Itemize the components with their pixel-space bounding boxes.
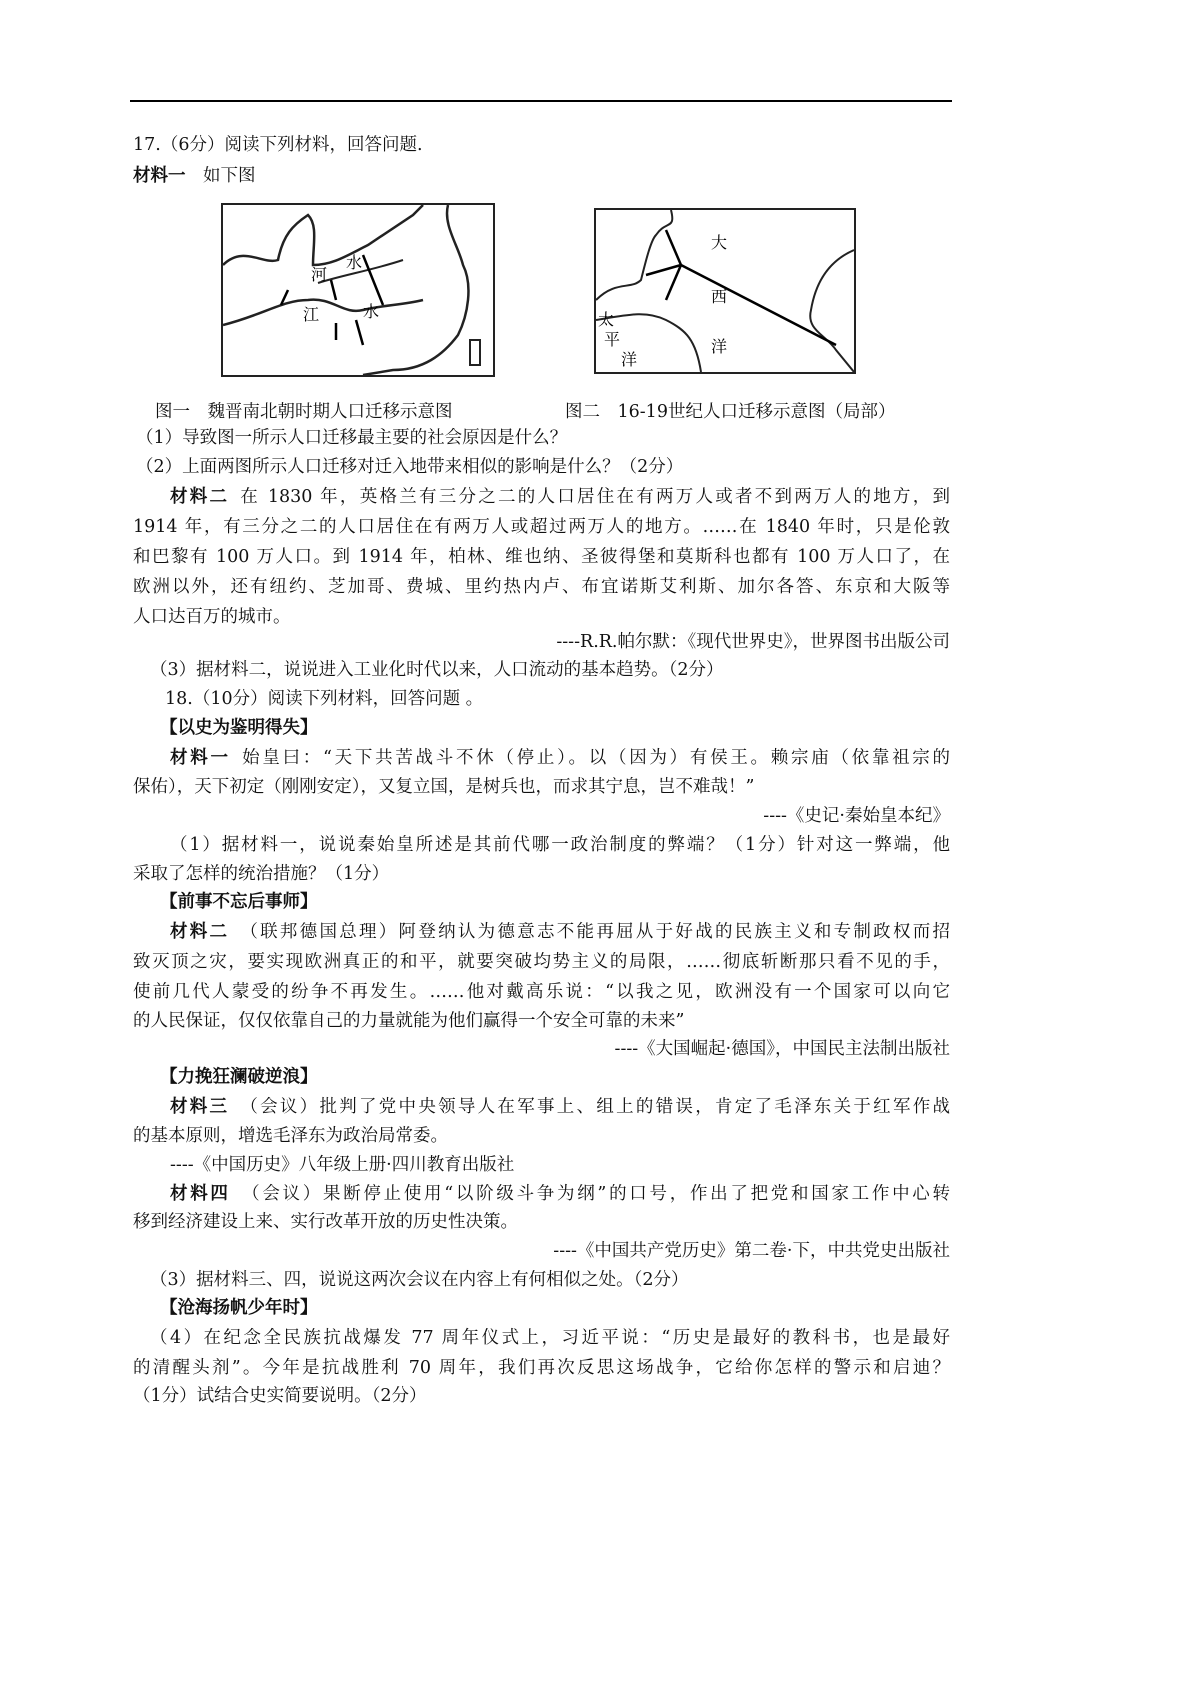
q17-material2-line	[170, 485, 950, 509]
label: 材料二	[170, 487, 230, 507]
q18-heading2: 【前事不忘后事师】	[160, 892, 318, 912]
q17-question2: （2）上面两图所示人口迁移对迁入地带来相似的影响是什么？（2分）	[136, 457, 684, 477]
label: 材料一	[170, 748, 231, 768]
q17-material2-line: 欧洲以外，还有纽约、芝加哥、费城、里约热内卢、布宜诺斯艾利斯、加尔各答、东京和大阪等	[133, 577, 950, 597]
q17-material2-source: ----R.R.帕尔默：《现代世界史》，世界图书出版公司	[556, 632, 950, 652]
q18-title: 18.（10分）阅读下列材料，回答问题 。	[165, 689, 484, 709]
q17-title: 17.（6分）阅读下列材料，回答问题.	[133, 135, 423, 155]
q18-material1-line: 保佑），天下初定（刚刚安定），又复立国，是树兵也，而求其宁息，岂不难哉！”	[133, 777, 755, 797]
q18-heading1: 【以史为鉴明得失】	[160, 718, 318, 738]
china-map-graphic	[223, 205, 493, 375]
q17-question3: （3）据材料二，说说进入工业化时代以来，人口流动的基本趋势。（2分）	[150, 660, 724, 680]
q18-material2-line: 的人民保证，仅仅依靠自己的力量就能为他们赢得一个安全可靠的未来”	[133, 1011, 685, 1031]
q17-material2-line: 和巴黎有 100 万人口。到 1914 年，柏林、维也纳、圣彼得堡和莫斯科也都有 100 万人口了，在	[133, 547, 950, 567]
q18-question1-line: （1）据材料一，说说秦始皇所述是其前代哪一政治制度的弊端？（1分）针对这一弊端，他	[170, 835, 950, 855]
q18-question3: （3）据材料三、四，说说这两次会议在内容上有何相似之处。（2分）	[150, 1270, 689, 1290]
q18-heading3: 【力挽狂澜破逆浪】	[160, 1067, 318, 1087]
header-rule	[130, 100, 952, 102]
caption-figure2: 图二 16-19世纪人口迁移示意图（局部）	[565, 402, 896, 422]
q18-material2-line: 使前几代人蒙受的纷争不再发生。……他对戴高乐说：“以我之见，欧洲没有一个国家可以向它	[133, 982, 950, 1002]
label: 材料三	[170, 1097, 230, 1117]
map-label: 河	[311, 265, 328, 284]
map-label: 水	[363, 302, 380, 321]
q18-heading4: 【沧海扬帆少年时】	[160, 1298, 318, 1318]
map-label: 洋	[621, 350, 638, 369]
q17-material1	[133, 164, 950, 188]
caption-figure1: 图一 魏晋南北朝时期人口迁移示意图	[155, 402, 453, 422]
map-atlantic-migration	[594, 208, 856, 374]
q17-material2-line: 1914 年，有三分之二的人口居住在有两万人或超过两万人的地方。……在 1840 年时，只是伦敦	[133, 517, 950, 537]
map-label: 洋	[711, 337, 728, 356]
map-china-migration	[221, 203, 495, 377]
label: 材料二	[170, 922, 230, 942]
q18-material1-line	[170, 746, 950, 770]
label: 材料四	[170, 1184, 231, 1204]
q18-question4-line: 的清醒头剂”。今年是抗战胜利 70 周年，我们再次反思这场战争，它给你怎样的警示和启迪？	[133, 1358, 950, 1378]
label: 材料一	[133, 166, 186, 186]
text: 始皇曰：“天下共苦战斗不休（停止）。以（因为）有侯王。赖宗庙（依靠祖宗的	[239, 748, 951, 768]
map-label: 江	[303, 305, 320, 324]
text: （会议）果断停止使用“以阶级斗争为纲”的口号，作出了把党和国家工作中心转	[239, 1184, 951, 1204]
q18-material3-source: ----《中国历史》八年级上册·四川教育出版社	[170, 1155, 515, 1175]
map-label: 西	[711, 287, 728, 306]
map-label: 太	[598, 310, 615, 329]
q18-material2-line	[170, 920, 950, 944]
text: （会议）批判了党中央领导人在军事上、组上的错误，肯定了毛泽东关于红军作战	[238, 1097, 950, 1117]
map-label: 水	[346, 253, 363, 272]
q18-question4-line: （4）在纪念全民族抗战爆发 77 周年仪式上，习近平说：“历史是最好的教科书，也是最好	[150, 1328, 950, 1348]
q18-material3-line	[170, 1095, 950, 1119]
q18-material4-line	[170, 1182, 950, 1206]
q17-question1: （1）导致图一所示人口迁移最主要的社会原因是什么？	[136, 428, 568, 448]
atlantic-map-graphic	[596, 210, 854, 372]
text: 如下图	[203, 166, 256, 186]
q18-material2-line: 致灭顶之灾，要实现欧洲真正的和平，就要突破均势主义的局限，……彻底斩断那只看不见的手，	[133, 952, 950, 972]
q18-material4-line: 移到经济建设上来、实行改革开放的历史性决策。	[133, 1212, 518, 1232]
text: （联邦德国总理）阿登纳认为德意志不能再屈从于好战的民族主义和专制政权而招	[238, 922, 950, 942]
text: 在 1830 年，英格兰有三分之二的人口居住在有两万人或者不到两万人的地方，到	[238, 487, 950, 507]
q18-question4-line: （1分）试结合史实简要说明。（2分）	[133, 1386, 427, 1406]
map-label: 大	[711, 233, 728, 252]
q17-material2-line: 人口达百万的城市。	[133, 607, 291, 627]
q18-question1-line: 采取了怎样的统治措施？（1分）	[133, 864, 390, 884]
map-label: 平	[604, 330, 621, 349]
q18-material2-source: ----《大国崛起·德国》，中国民主法制出版社	[614, 1039, 950, 1059]
q18-material3-line: 的基本原则，增选毛泽东为政治局常委。	[133, 1126, 448, 1146]
q18-material1-source: ----《史记·秦始皇本纪》	[763, 806, 950, 826]
q18-material4-source: ----《中国共产党历史》第二卷·下，中共党史出版社	[553, 1241, 950, 1261]
